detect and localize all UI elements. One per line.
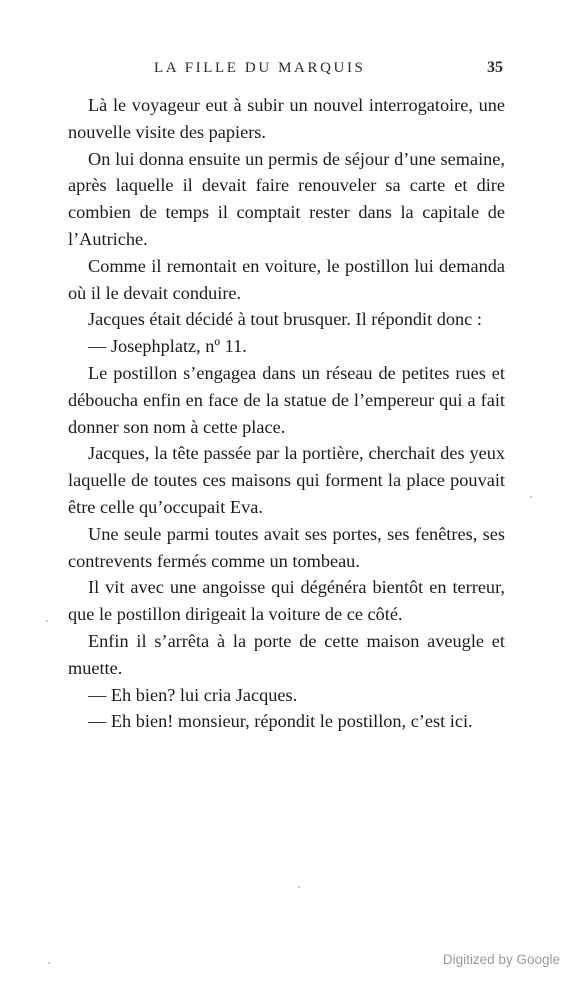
paragraph: Une seule parmi toutes avait ses portes, ses fenêtres, ses contrevents fermés comme un tombeau. [68, 523, 505, 571]
digitized-watermark: Digitized by Google [442, 952, 560, 967]
scan-speck [48, 962, 50, 964]
paragraph: — Eh bien? lui cria Jacques. [88, 684, 298, 705]
paragraph: Jacques était décidé à tout brusquer. Il répondit donc : [88, 309, 482, 330]
running-title: LA FILLE DU MARQUIS [154, 60, 366, 76]
scan-speck [530, 496, 532, 498]
paragraph: Le postillon s’engagea dans un réseau de petites rues et déboucha enfin en face de la statue de l’empereur qui a fait donner son nom à cette place. [68, 362, 505, 437]
page-number: 35 [487, 59, 503, 76]
paragraph: — Josephplatz, nº 11. [88, 336, 247, 357]
running-head [68, 60, 505, 82]
scan-speck [46, 620, 48, 622]
paragraph: Il vit avec une angoisse qui dégénéra bientôt en terreur, que le postillon dirigeait la voiture de ce côté. [68, 577, 505, 625]
paragraph: Jacques, la tête passée par la portière, cherchait des yeux laquelle de toutes ces maisons qui forment la place pouvait être celle qu’occupait Eva. [68, 443, 505, 517]
scan-speck [298, 886, 300, 888]
paragraph: — Eh bien! monsieur, répondit le postillon, c’est ici. [88, 711, 473, 732]
paragraph: Comme il remontait en voiture, le postillon lui demanda où il le devait conduire. [68, 255, 505, 303]
body-text [68, 92, 505, 735]
paragraph: Enfin il s’arrêta à la porte de cette maison aveugle et muette. [68, 630, 505, 678]
paragraph: Là le voyageur eut à subir un nouvel interrogatoire, une nouvelle visite des papiers. [68, 95, 505, 142]
paragraph: On lui donna ensuite un permis de séjour d’une semaine, après laquelle il devait faire renouveler sa carte et dire combien de temps il comptait rester dans la capitale de l’Autriche. [68, 148, 505, 249]
